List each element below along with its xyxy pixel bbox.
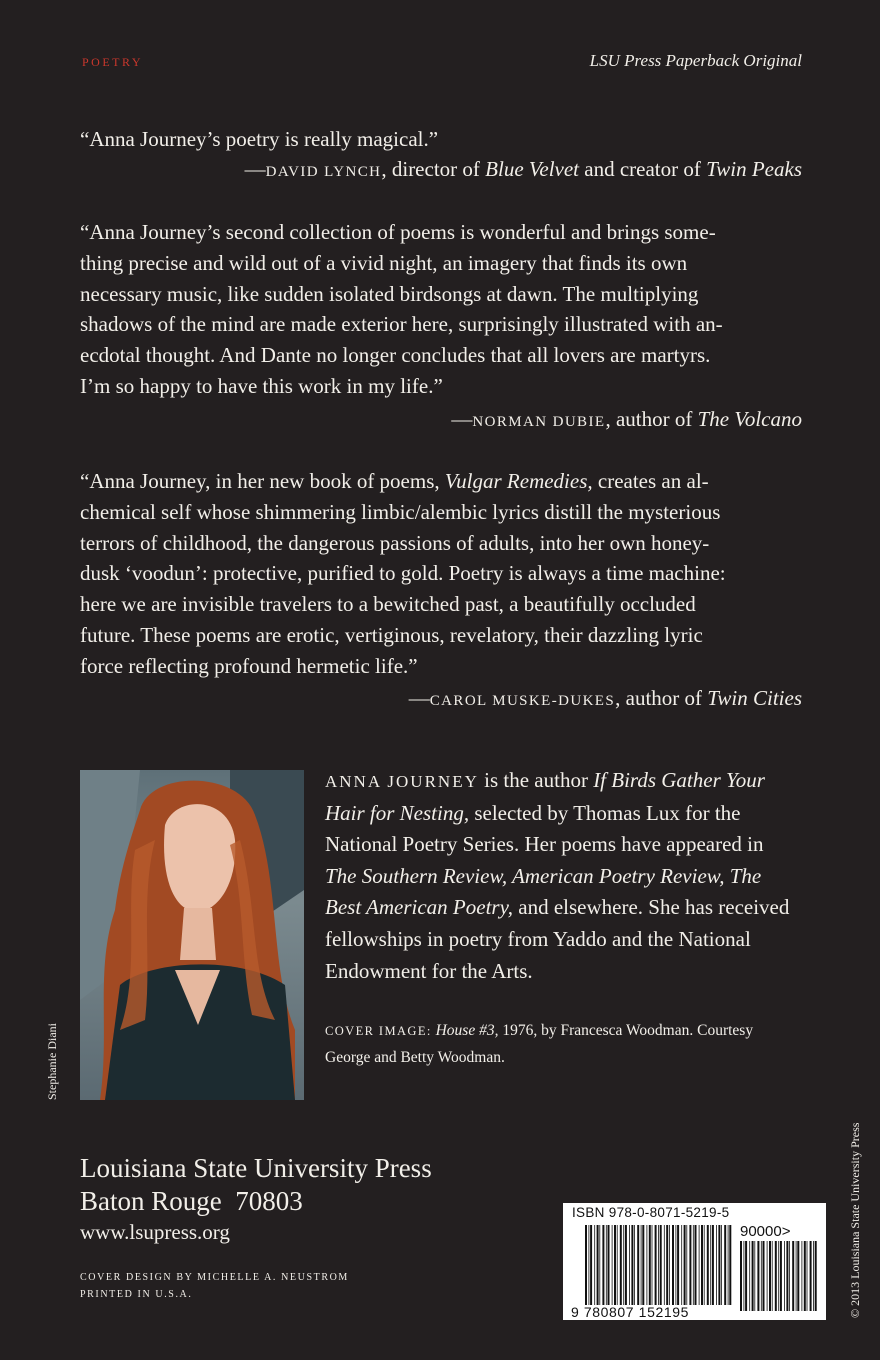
press-website[interactable]: www.lsupress.org [80,1220,230,1244]
barcode-bar [641,1225,642,1305]
barcode-bar [649,1225,651,1305]
barcode-addon-number: 90000> [740,1223,791,1240]
barcode-bar [718,1225,720,1305]
press-address: Louisiana State University Press Baton Rouge 70803 [80,1153,432,1216]
barcode-bar [637,1225,639,1305]
barcode-bar [599,1225,600,1305]
barcode-bar [658,1225,659,1305]
barcode-bar [608,1225,610,1305]
barcode-bar [729,1225,731,1305]
barcode-bar [780,1241,782,1311]
barcode-bar [617,1225,618,1305]
barcode-bar [792,1241,794,1311]
barcode-bar [712,1225,714,1305]
barcode-bar [676,1225,677,1305]
barcode-bar [815,1241,817,1311]
barcode-bar [704,1225,705,1305]
barcode-bar [813,1241,814,1311]
author-photo [80,770,304,1100]
barcode-bar [597,1225,599,1305]
barcode-bars [585,1225,732,1305]
barcode-bar [797,1241,799,1311]
barcode-bar [695,1225,697,1305]
barcode-bar [807,1241,808,1311]
barcode-bar [602,1225,604,1305]
barcode-bar [699,1225,700,1305]
printed-in: PRINTED IN U.S.A. [80,1289,193,1300]
attribution-muske-dukes: —CAROL MUSKE-DUKES, author of Twin Cities [408,686,802,710]
author-bio: ANNA JOURNEY is the author If Birds Gather Your Hair for Nesting, selected by Thomas Lux for the National Poetry Series. Her poems have appeared in The Southern Review, American Poetry Review, The Best American Poetry, and elsewhere. She has received fellowships in poetry from Yaddo and the National Endowment for the Arts. [325,768,790,983]
barcode-bar [664,1225,665,1305]
quote-dubie: “Anna Journey’s second collection of poems is wonderful and brings some- thing precise and wild out of a vivid night, an imagery that finds its own necessary music, like sudden isolated birdsongs at dawn. The multiplying shadows of the mind are made exterior here, surprisingly illustrated with an- ecdotal thought. And Dante no longer concludes that all lovers are martyrs. I’m so happy to have this work in my life.” [80,220,723,398]
barcode-bar [804,1241,806,1311]
barcode-bar [745,1241,747,1311]
barcode-bar [681,1225,682,1305]
barcode-bar [802,1241,803,1311]
barcode-bar [677,1225,679,1305]
barcode-bar [763,1241,765,1311]
barcode-bar [669,1225,670,1305]
barcode-bar [631,1225,633,1305]
quote-lynch: “Anna Journey’s poetry is really magical.” [80,127,439,151]
quote-muske-dukes: “Anna Journey, in her new book of poems, Vulgar Remedies, creates an al- chemical self whose shimmering limbic/alembic lyrics distill the mysterious terrors of childhood, the dangerous passions of adults, into her own honey- dusk ‘voodun’: protective, purified to gold. Poetry is always a time machine: here we are invisible travelers to a bewitched past, a beautifully occluded future. These poems are erotic, vertiginous, revelatory, their dazzling lyric force reflecting profound hermetic life.” [80,469,726,678]
barcode-bar [625,1225,627,1305]
isbn-text: ISBN 978-0-8071-5219-5 [572,1205,730,1220]
cover-image-credit: COVER IMAGE: House #3, 1976, by Francesca Woodman. Courtesy George and Betty Woodman. [325,1022,754,1066]
barcode-bar [728,1225,729,1305]
barcode-bar [784,1241,785,1311]
barcode-bar [796,1241,797,1311]
barcode-bar [789,1241,790,1311]
barcode-bar [772,1241,773,1311]
barcode-bar [786,1241,788,1311]
photo-credit: Stephanie Diani [45,1023,59,1100]
barcode-bar [652,1225,653,1305]
barcode-bar [757,1241,759,1311]
barcode-bar [672,1225,674,1305]
genre-label: POETRY [82,55,144,69]
barcode-bar [693,1225,694,1305]
barcode-bar [761,1241,762,1311]
barcode-bar [585,1225,587,1305]
barcode-bar [754,1241,755,1311]
barcode-bar [749,1241,750,1311]
imprint-label: LSU Press Paperback Original [589,51,802,70]
barcode-bar [589,1225,590,1305]
barcode-bar [721,1225,722,1305]
barcode-addon-bars [740,1241,818,1311]
barcode-bar [775,1241,777,1311]
barcode-bar [660,1225,662,1305]
barcode-bar [686,1225,687,1305]
barcode-bar [642,1225,644,1305]
cover-design-credit: COVER DESIGN BY MICHELLE A. NEUSTROM [80,1272,349,1283]
barcode-bar [778,1241,779,1311]
attribution-lynch: —DAVID LYNCH, director of Blue Velvet and creator of Twin Peaks [244,157,802,181]
barcode-bar [612,1225,613,1305]
barcode-bar [655,1225,657,1305]
barcode-bar [620,1225,622,1305]
barcode-bar [606,1225,607,1305]
barcode-bar [594,1225,595,1305]
barcode-bar [724,1225,726,1305]
barcode-bar [684,1225,686,1305]
copyright-notice: © 2013 Louisiana State University Press [848,1122,862,1318]
barcode-bar [614,1225,616,1305]
barcode-bar [629,1225,630,1305]
barcode-bar [666,1225,668,1305]
barcode-bar [752,1241,754,1311]
ean-digits: 9 780807 152195 [571,1304,689,1320]
barcode-bar [701,1225,703,1305]
barcode-bar [767,1241,768,1311]
barcode-bar [769,1241,771,1311]
barcode-bar [689,1225,691,1305]
barcode-bar [623,1225,624,1305]
barcode-bar [716,1225,717,1305]
barcode-bar [647,1225,648,1305]
barcode-bar [740,1241,742,1311]
attribution-dubie: —NORMAN DUBIE, author of The Volcano [451,407,802,431]
barcode-bar [707,1225,709,1305]
isbn-barcode [563,1203,826,1320]
barcode-bar [744,1241,745,1311]
barcode-bar [710,1225,711,1305]
barcode-bar [590,1225,592,1305]
barcode-bar [634,1225,635,1305]
barcode-bar [810,1241,812,1311]
